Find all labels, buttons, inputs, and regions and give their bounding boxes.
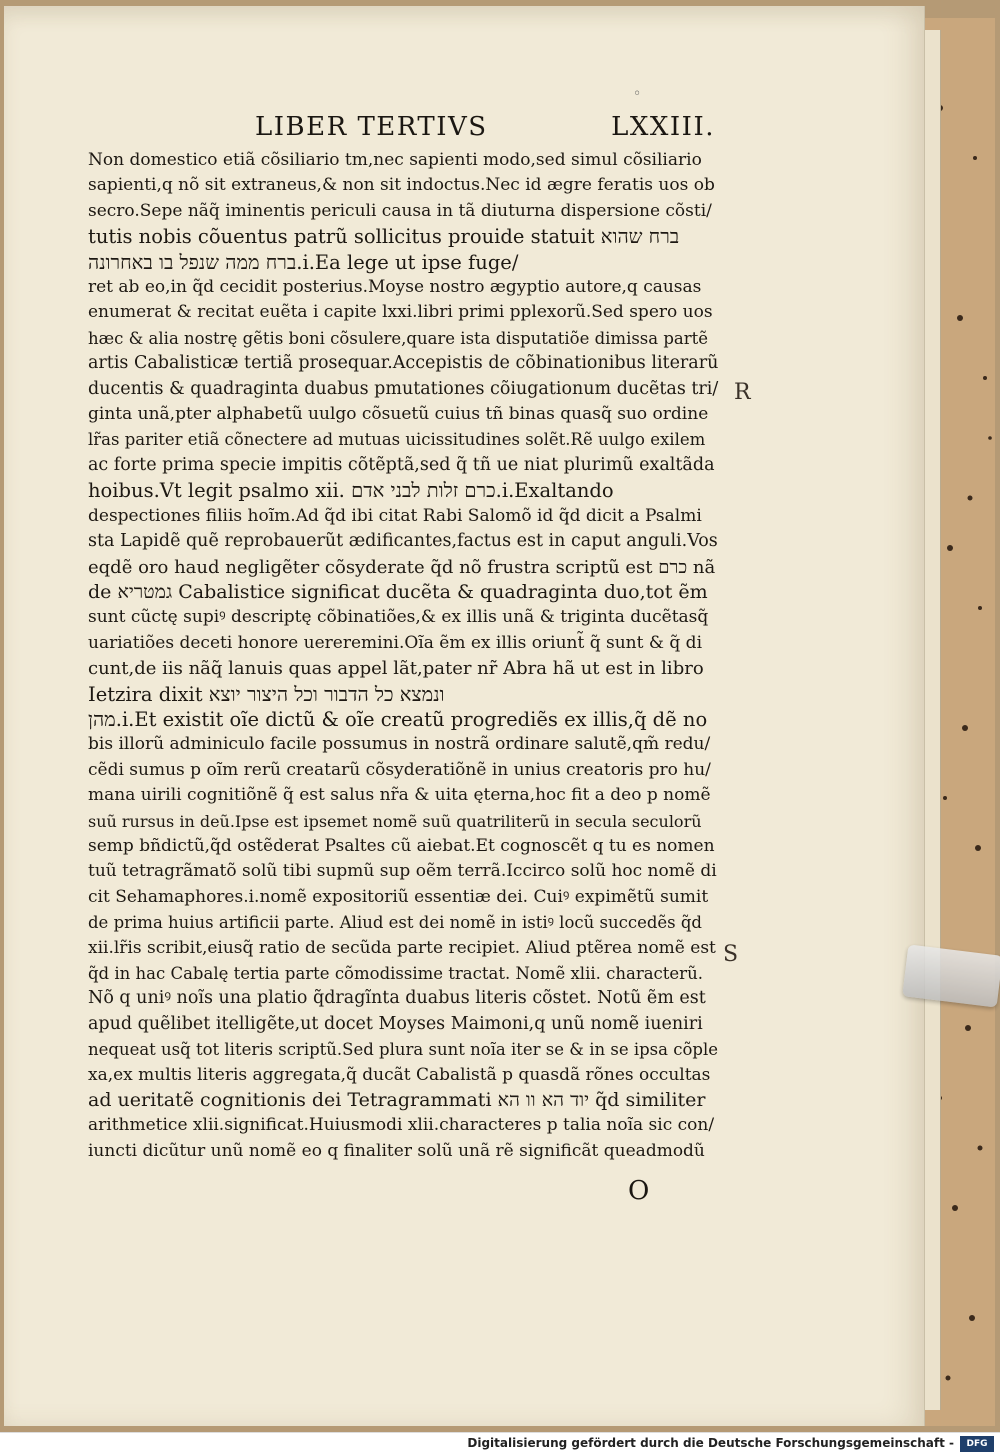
text-line: ducentis & quadraginta duabus pmutationes cõiugationum ducẽtas tri/ [88,378,719,399]
text-line: Ietzira dixit ונמצא כל הדבור וכל היצור יוצא [88,682,445,706]
text-line: tutis nobis cõuentus patrũ sollicitus prouide statuit ברח שהוא [88,225,680,249]
dfg-logo: DFG [960,1436,994,1452]
text-line: Nõ q uniꝰ noĩs una platio q̃dragĩnta duabus literis cõstet. Notũ ẽm est [88,988,706,1009]
text-line: iuncti dicũtur unũ nomẽ eo q finaliter solũ unã rẽ significãt queadmodũ [88,1140,705,1161]
text-line: bis illorũ adminiculo facile possumus in nostrã ordinare salutẽ,qm̃ redu/ [88,734,711,755]
margin-mark-r: R [734,380,751,405]
text-line: sta Lapidẽ quẽ reprobauerũt ædificantes,factus est in caput anguli.Vos [88,531,718,552]
text-line: enumerat & recitat euẽta i capite lxxi.libri primi pplexorũ.Sed spero uos [88,302,713,323]
digitization-footer [0,1432,1000,1456]
text-line: de prima huius artificii parte. Aliud est dei nomẽ in istiꝰ locũ succedẽs q̃d [88,913,702,933]
text-line: lr̃as pariter etiã cõnectere ad mutuas uicissitudines solẽt.Rẽ uulgo exilem [88,430,706,450]
text-line: hæc & alia nostrę gẽtis boni cõsulere,quare ista disputatiõe dimissa partẽ [88,328,709,348]
text-line: ad ueritatẽ cognitionis dei Tetragrammati יוד הא וו הא q̃d similiter [88,1089,706,1112]
text-line: uariatiões deceti honore uereremini.Oĩa ẽm ex illis oriunt̃ q̃ sunt & q̃ di [88,632,703,653]
text-line: secro.Sepe nãq̃ iminentis periculi causa in tã diuturna dispersione cõsti/ [88,200,712,221]
text-line: xii.lr̃is scribit,eiusq̃ ratio de secũda parte recipiet. Aliud ptẽrea nomẽ est [88,937,716,958]
text-line: apud quẽlibet itelligẽte,ut docet Moyses Maimoni,q unũ nomẽ iueniri [88,1013,703,1034]
funding-credit: Digitalisierung gefördert durch die Deutsche Forschungsgemeinschaft - [467,1436,954,1450]
page-header [255,112,715,152]
text-line: suũ rursus in deũ.Ipse est ipsemet nomẽ suũ quatriliterũ in secula seculorũ [88,811,702,831]
text-line: arithmetice xlii.significat.Huiusmodi xlii.characteres p talia noĩa sic con/ [88,1115,715,1136]
text-line: ברח ממה שנפל בו באחרונה.i.Ea lege ut ipse fuge/ [88,250,519,274]
body-text [88,148,718,1164]
text-line: eqdẽ oro haud negligẽter cõsyderate q̃d nõ frustra scriptũ est כרם nã [88,556,716,578]
text-line: sunt cũctę supiꝰ descriptę cõbinatiões,& ex illis unã & triginta ducẽtasq̃ [88,607,709,628]
text-line: semp bñdictũ,q̃d ostẽderat Psaltes cũ aiebat.Et cognoscẽt q tu es nomen [88,835,715,856]
text-line: despectiones filiis hoĩm.Ad q̃d ibi citat Rabi Salomõ id q̃d dicit a Psalmi [88,505,702,526]
text-line: sapienti,q nõ sit extraneus,& non sit indoctus.Nec id ægre feratis uos ob [88,175,715,196]
text-line: mana uirili cognitiõnẽ q̃ est salus nr̃a & uita ęterna,hoc fit a deo p nomẽ [88,785,711,806]
text-line: q̃d in hac Cabalę tertia parte cõmodissime tractat. Nomẽ xlii. characterũ. [88,964,703,983]
folio-number: LXXIII. [611,112,715,142]
text-line: hoibus.Vt legit psalmo xii. כרם זלות לבני אדם.i.Exaltando [88,479,614,503]
text-line: xa,ex multis literis aggregata,q̃ ducãt Cabalistã p quasdã rõnes occultas [88,1064,711,1085]
text-line: nequeat usq̃ tot literis scriptũ.Sed plura sunt noĩa iter se & in se ipsa cõple [88,1040,718,1060]
text-line: ac forte prima specie impitis cõtẽptã,sed q̃ tñ ue niat plurimũ exaltãda [88,454,715,475]
text-line: מהן.i.Et existit oĩe dictũ & oĩe creatũ progrediẽs ex illis,q̃ dẽ no [88,707,708,731]
text-line: cẽdi sumus p oĩm rerũ creatarũ cõsyderatiõnẽ in unius creatoris pro hu/ [88,759,711,780]
text-line: artis Cabalisticæ tertiã prosequar.Accepistis de cõbinationibus literarũ [88,353,719,374]
text-line: de גמטריא Cabalistice significat ducẽta & quadraginta duo,tot ẽm [88,580,708,603]
text-line: ginta unã,pter alphabetũ uulgo cõsuetũ cuius tñ binas quasq̃ suo ordine [88,404,709,425]
signature-mark: O [628,1176,650,1206]
margin-mark-s: S [723,942,739,967]
text-line: ret ab eo,in q̃d cecidit posterius.Moyse nostro ægyptio autore,q causas [88,277,702,298]
text-line: Non domestico etiã cõsiliario tm,nec sapienti modo,sed simul cõsiliario [88,150,702,170]
running-head: LIBER TERTIVS [255,112,488,142]
text-line: cit Sehamaphores.i.nomẽ expositoriũ essentiæ dei. Cuiꝰ expimẽtũ sumit [88,886,709,907]
page-dot-mark: ◦ [633,86,642,102]
text-line: tuũ tetragrãmatõ solũ tibi supmũ sup oẽm terrã.Iccirco solũ hoc nomẽ di [88,861,717,882]
text-line: cunt,de iis nãq̃ lanuis quas appel lãt,pater nr̃ Abra hã ut est in libro [88,658,704,680]
